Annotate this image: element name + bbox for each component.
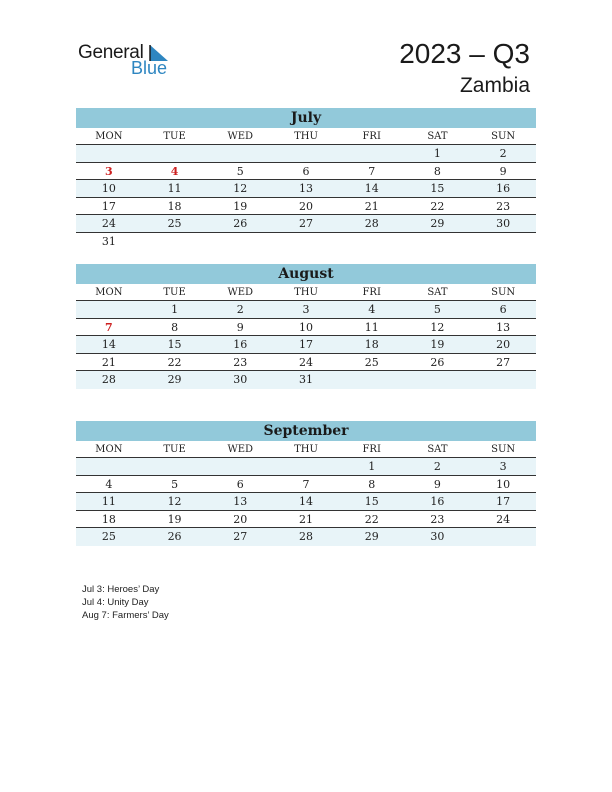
day-cell: 13 [496,320,511,334]
holiday-note: Jul 3: Heroes’ Day [82,584,160,595]
day-cell [405,233,471,251]
day-cell: 21 [298,512,313,526]
day-cell [470,371,536,389]
holiday-note: Jul 4: Unity Day [82,597,149,608]
day-cell: 8 [368,477,376,491]
day-cell [273,233,339,251]
week-row [76,511,536,529]
day-cell: 7 [302,477,310,491]
day-cell: 15 [364,495,379,508]
day-cell: 27 [496,355,511,369]
day-cell: 28 [298,530,313,543]
day-cell: 5 [171,477,179,491]
day-cell: 8 [171,320,179,334]
day-names-row [76,441,536,458]
month-header: August [76,264,536,284]
day-cell: 12 [167,495,182,508]
day-cell: 20 [298,199,313,213]
day-cell: 10 [496,477,511,491]
day-cell [76,458,142,475]
day-cell: 22 [364,512,379,526]
day-cell: 14 [101,338,116,351]
day-name: MON [95,131,123,142]
day-cell: 13 [298,182,313,195]
day-name: SAT [427,287,448,298]
day-cell: 19 [167,512,182,526]
day-cell: 25 [167,217,182,230]
day-cell: 27 [233,530,248,543]
day-cell: 18 [167,199,182,213]
day-cell: 23 [233,355,248,369]
day-cell: 31 [298,373,313,386]
day-cell: 15 [167,338,182,351]
day-name: MON [95,287,123,298]
day-cell: 21 [364,199,379,213]
day-cell: 29 [167,373,182,386]
day-cell: 17 [496,495,511,508]
page-title: 2023 – Q3 [399,38,530,69]
day-name: FRI [362,131,381,142]
week-row [76,336,536,354]
generalblue-logo [78,42,188,82]
day-cell: 5 [433,303,441,316]
day-cell: 15 [430,182,445,195]
week-row [76,145,536,163]
day-cell [405,371,471,389]
day-cell: 24 [496,512,511,526]
week-row [76,233,536,251]
day-cell [339,371,405,389]
day-cell [76,145,142,162]
day-cell [207,145,273,162]
day-cell: 27 [298,217,313,230]
day-cell: 19 [233,199,248,213]
week-row [76,198,536,216]
day-cell: 7 [368,164,376,178]
day-cell: 12 [233,182,248,195]
day-cell: 6 [236,477,244,491]
week-row [76,354,536,372]
weeks-container [76,145,536,250]
day-cell: 1 [433,147,441,160]
month-header: September [76,421,536,441]
day-cell: 3 [499,460,507,473]
country-name: Zambia [459,74,530,97]
month-header: July [76,108,536,128]
day-cell: 4 [368,303,376,316]
day-cell: 5 [236,164,244,178]
day-name: TUE [163,444,186,455]
day-cell: 16 [233,338,248,351]
day-cell: 7 [105,320,113,334]
day-cell: 14 [364,182,379,195]
month-calendar-july [76,108,536,250]
day-cell: 22 [167,355,182,369]
day-cell: 17 [298,338,313,351]
day-name: SUN [491,287,516,298]
day-cell: 28 [101,373,116,386]
day-cell: 11 [167,182,182,195]
holiday-note: Aug 7: Farmers’ Day [82,610,169,621]
day-cell: 9 [433,477,441,491]
day-name: WED [227,287,254,298]
day-cell: 9 [236,320,244,334]
day-name: THU [294,131,318,142]
day-name: SUN [491,444,516,455]
day-cell: 4 [170,164,179,178]
day-cell [339,233,405,251]
day-cell: 13 [233,495,248,508]
day-cell: 10 [298,320,313,334]
day-cell: 16 [496,182,511,195]
day-cell: 23 [496,199,511,213]
week-row [76,215,536,233]
day-name: SAT [427,131,448,142]
week-row [76,528,536,546]
month-calendar-september [76,421,536,546]
day-name: TUE [163,287,186,298]
day-name: THU [294,444,318,455]
week-row [76,163,536,181]
day-cell [142,458,208,475]
day-names-row [76,284,536,301]
day-cell: 30 [430,530,445,543]
day-cell: 10 [101,182,116,195]
day-cell [142,145,208,162]
day-cell: 9 [499,164,507,178]
day-cell: 11 [364,320,379,334]
day-cell: 1 [368,460,376,473]
day-cell: 6 [499,303,507,316]
day-cell [273,458,339,475]
week-row [76,301,536,319]
day-cell [76,301,142,318]
day-cell: 30 [496,217,511,230]
day-cell: 11 [101,495,116,508]
week-row [76,371,536,389]
day-cell: 17 [101,199,116,213]
day-name: TUE [163,131,186,142]
day-cell: 25 [101,530,116,543]
week-row [76,458,536,476]
day-cell [207,233,273,251]
day-cell: 19 [430,338,445,351]
logo-text-general: General [78,42,144,63]
day-cell: 6 [302,164,310,178]
day-name: SUN [491,131,516,142]
day-name: WED [227,444,254,455]
weeks-container [76,458,536,546]
day-cell: 20 [233,512,248,526]
day-cell: 24 [101,217,116,230]
day-cell: 20 [496,338,511,351]
weeks-container [76,301,536,389]
day-cell: 31 [101,234,116,248]
week-row [76,319,536,337]
day-cell: 26 [430,355,445,369]
day-cell: 18 [364,338,379,351]
day-cell: 26 [233,217,248,230]
week-row [76,476,536,494]
day-cell [470,528,536,546]
day-cell: 2 [499,147,507,160]
day-cell: 3 [105,164,113,178]
day-cell [339,145,405,162]
logo-text-blue: Blue [131,58,168,78]
day-cell [142,233,208,251]
day-cell: 1 [171,303,179,316]
day-cell: 28 [364,217,379,230]
day-cell: 25 [364,355,379,369]
day-cell: 29 [364,530,379,543]
day-name: FRI [362,287,381,298]
day-cell: 2 [433,460,441,473]
day-cell: 29 [430,217,445,230]
day-names-row [76,128,536,145]
week-row [76,493,536,511]
holiday-notes [82,583,169,622]
day-cell: 22 [430,199,445,213]
day-name: THU [294,287,318,298]
day-cell [470,233,536,251]
day-cell: 2 [236,303,244,316]
day-cell: 4 [105,477,113,491]
day-cell: 12 [430,320,445,334]
day-cell [207,458,273,475]
day-cell: 21 [101,355,116,369]
day-name: SAT [427,444,448,455]
day-cell: 8 [433,164,441,178]
day-cell: 23 [430,512,445,526]
day-cell: 26 [167,530,182,543]
day-name: FRI [362,444,381,455]
day-cell [273,145,339,162]
day-cell: 18 [101,512,116,526]
day-name: WED [227,131,254,142]
day-cell: 30 [233,373,248,386]
month-calendar-august [76,264,536,389]
day-cell: 3 [302,303,310,316]
week-row [76,180,536,198]
day-name: MON [95,444,123,455]
day-cell: 16 [430,495,445,508]
day-cell: 14 [298,495,313,508]
day-cell: 24 [298,355,313,369]
